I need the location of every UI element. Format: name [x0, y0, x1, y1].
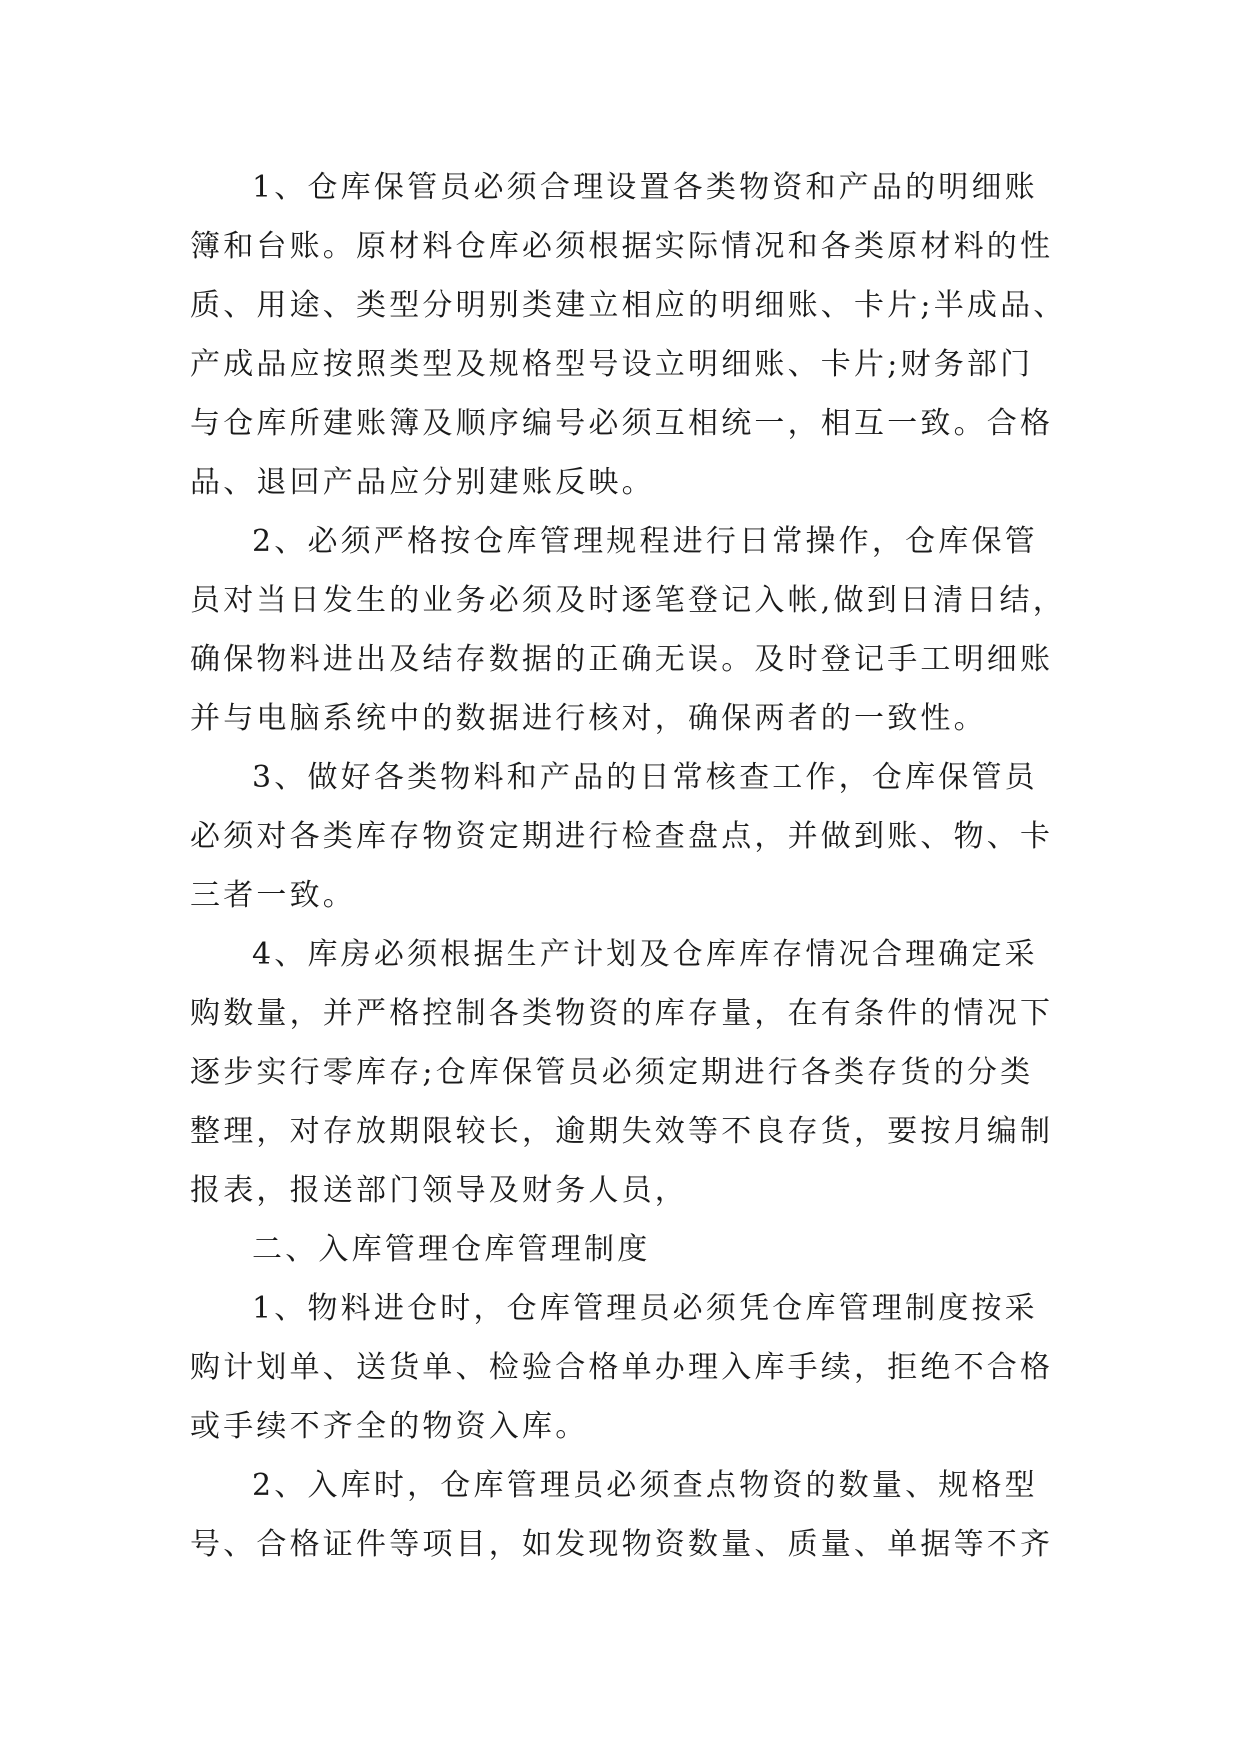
text-line: 员对当日发生的业务必须及时逐笔登记入帐,做到日清日结，	[190, 583, 1066, 618]
text-line: 4、库房必须根据生产计划及仓库库存情况合理确定采	[252, 937, 1038, 972]
text-line: 与仓库所建账簿及顺序编号必须互相统一，相互一致。合格	[190, 406, 1054, 441]
text-line: 2、必须严格按仓库管理规程进行日常操作，仓库保管	[252, 524, 1038, 559]
text-line: 质、用途、类型分明别类建立相应的明细账、卡片;半成品、	[190, 288, 1067, 323]
text-line: 购计划单、送货单、检验合格单办理入库手续，拒绝不合格	[190, 1350, 1054, 1385]
text-line: 报表，报送部门领导及财务人员，	[190, 1173, 688, 1208]
text-line: 1、仓库保管员必须合理设置各类物资和产品的明细账	[252, 170, 1038, 205]
text-line: 3、做好各类物料和产品的日常核查工作，仓库保管员	[252, 760, 1038, 795]
text-line: 品、退回产品应分别建账反映。	[190, 465, 655, 500]
text-line: 簿和台账。原材料仓库必须根据实际情况和各类原材料的性	[190, 229, 1054, 264]
text-line: 号、合格证件等项目，如发现物资数量、质量、单据等不齐	[190, 1527, 1054, 1562]
text-line: 2、入库时，仓库管理员必须查点物资的数量、规格型	[252, 1468, 1038, 1503]
body-text	[190, 158, 1070, 1574]
text-line: 1、物料进仓时，仓库管理员必须凭仓库管理制度按采	[252, 1291, 1038, 1326]
text-line: 逐步实行零库存;仓库保管员必须定期进行各类存货的分类	[190, 1055, 1034, 1090]
text-line: 产成品应按照类型及规格型号设立明细账、卡片;财务部门	[190, 347, 1034, 382]
text-line: 并与电脑系统中的数据进行核对，确保两者的一致性。	[190, 701, 987, 736]
text-line: 确保物料进出及结存数据的正确无误。及时登记手工明细账	[190, 642, 1054, 677]
section-heading: 二、入库管理仓库管理制度	[252, 1232, 651, 1267]
text-line: 整理，对存放期限较长，逾期失效等不良存货，要按月编制	[190, 1114, 1054, 1149]
text-line: 必须对各类库存物资定期进行检查盘点，并做到账、物、卡	[190, 819, 1054, 854]
text-line: 三者一致。	[190, 878, 356, 913]
text-line: 购数量，并严格控制各类物资的库存量，在有条件的情况下	[190, 996, 1054, 1031]
text-line: 或手续不齐全的物资入库。	[190, 1409, 589, 1444]
